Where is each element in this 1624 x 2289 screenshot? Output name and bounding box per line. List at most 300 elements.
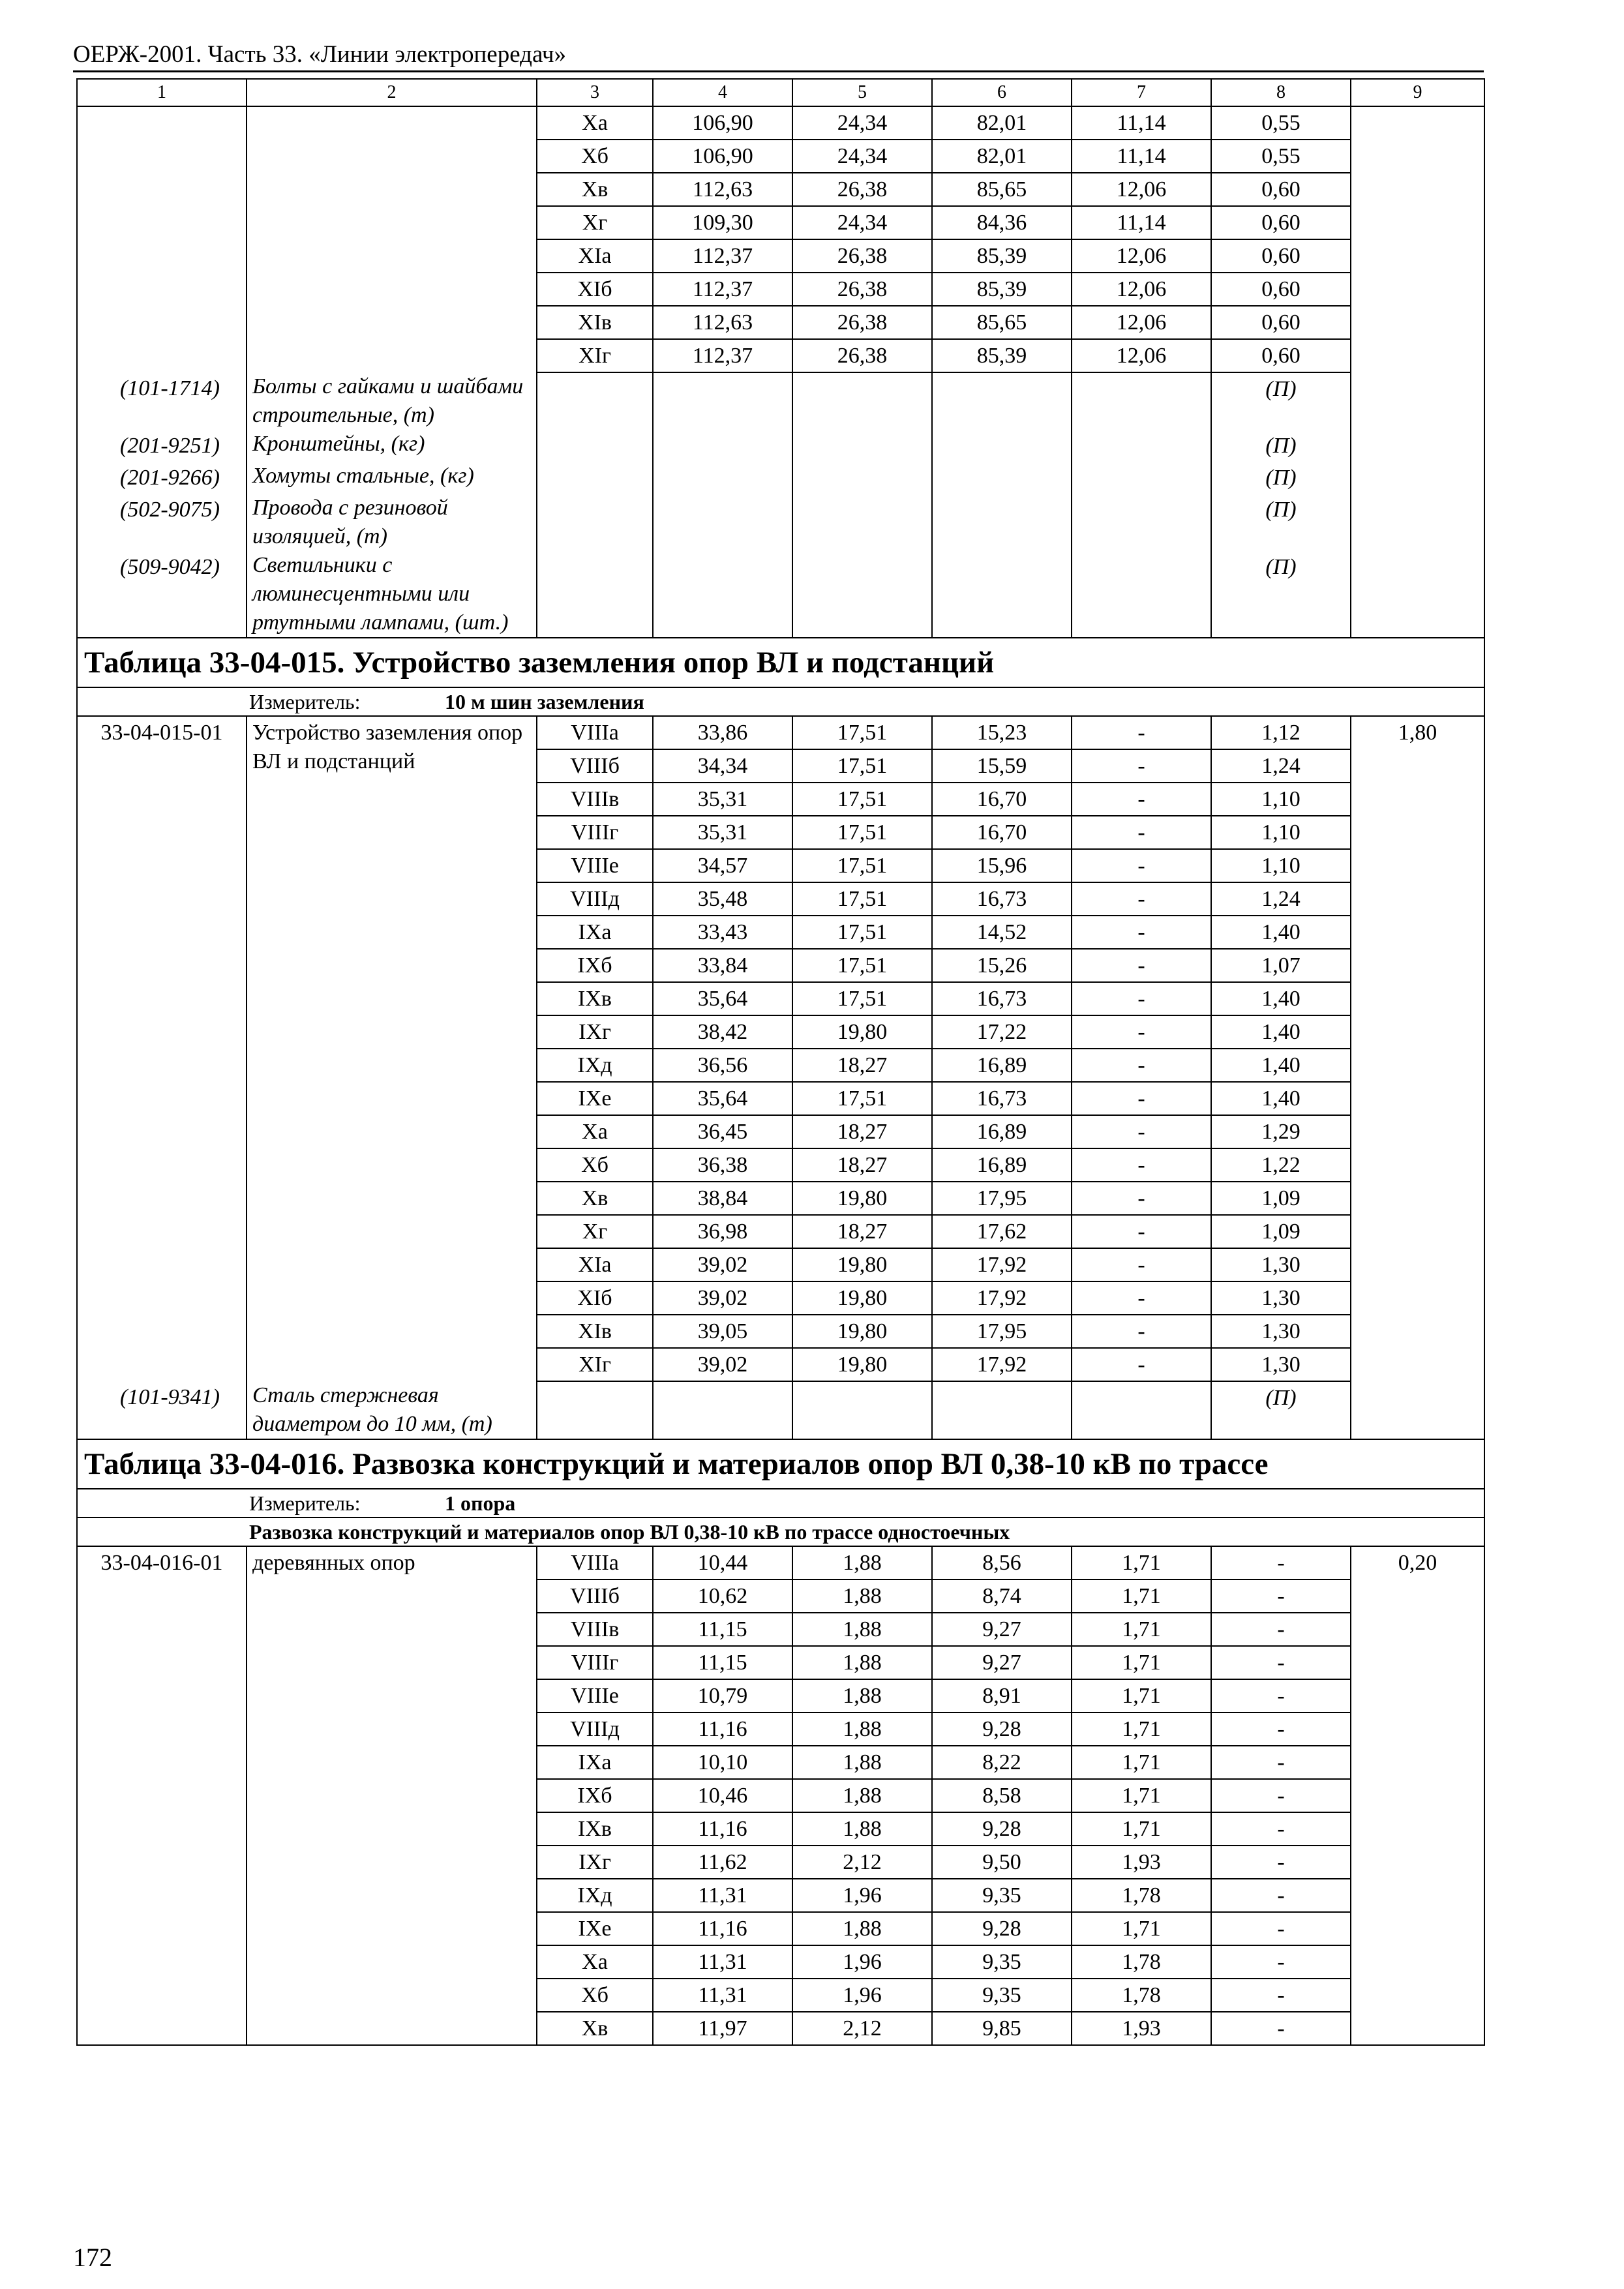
value-cell: 18,27 [792, 1148, 932, 1182]
value-cell: - [1211, 1945, 1351, 1979]
value-cell: 1,29 [1211, 1115, 1351, 1148]
value-cell: 33,43 [653, 916, 792, 949]
value-cell: VIIIa [537, 716, 653, 749]
value-cell: IXд [537, 1879, 653, 1912]
value-cell: 17,51 [792, 1082, 932, 1115]
value-cell: Xг [537, 206, 653, 239]
value-cell: Xб [537, 1979, 653, 2012]
material-mark: (П) [1211, 462, 1351, 494]
value-cell: IXе [537, 1082, 653, 1115]
value-cell: - [1072, 916, 1211, 949]
empty-cell [537, 462, 653, 494]
value-cell: 9,28 [932, 1812, 1072, 1846]
value-cell: VIIIв [537, 783, 653, 816]
value-cell: - [1072, 849, 1211, 882]
value-cell: - [1072, 1215, 1211, 1248]
value-cell: 85,39 [932, 339, 1072, 372]
value-cell: 39,02 [653, 1248, 792, 1281]
value-cell: - [1072, 1082, 1211, 1115]
value-cell: 1,88 [792, 1713, 932, 1746]
material-row [77, 551, 1484, 638]
value-cell: 12,06 [1072, 239, 1211, 273]
value-cell: 85,65 [932, 173, 1072, 206]
value-cell: - [1211, 1613, 1351, 1646]
value-cell: 36,56 [653, 1049, 792, 1082]
material-name: Светильники с люминесцентными или ртутными лампами, (шт.) [247, 551, 537, 638]
value-cell: 26,38 [792, 339, 932, 372]
empty-cell [653, 462, 792, 494]
material-mark: (П) [1211, 1381, 1351, 1439]
value-cell: 17,95 [932, 1315, 1072, 1348]
value-cell: 11,14 [1072, 206, 1211, 239]
value-cell: - [1072, 882, 1211, 916]
value-cell: 1,88 [792, 1613, 932, 1646]
value-cell: 1,78 [1072, 1979, 1211, 2012]
value-cell: 12,06 [1072, 339, 1211, 372]
value-cell: 1,07 [1211, 949, 1351, 982]
value-cell: Xб [537, 140, 653, 173]
value-cell: 106,90 [653, 140, 792, 173]
value-cell: 1,96 [792, 1945, 932, 1979]
value-cell: 0,60 [1211, 339, 1351, 372]
value-cell: 85,65 [932, 306, 1072, 339]
value-cell: - [1072, 783, 1211, 816]
value-cell: 1,24 [1211, 749, 1351, 783]
value-cell: 38,84 [653, 1182, 792, 1215]
col9-value: 1,80 [1351, 716, 1484, 1439]
measure-cell [77, 1489, 1484, 1518]
value-cell: VIIIa [537, 1546, 653, 1579]
measure-cell [77, 687, 1484, 716]
value-cell: - [1072, 1348, 1211, 1381]
value-cell: 11,16 [653, 1713, 792, 1746]
empty-cell [537, 494, 653, 551]
empty-cell [537, 430, 653, 462]
column-number: 6 [932, 79, 1072, 106]
value-cell: IXе [537, 1912, 653, 1945]
empty-cell [653, 1381, 792, 1439]
value-cell: 1,71 [1072, 1779, 1211, 1812]
value-cell: - [1072, 716, 1211, 749]
value-cell: 35,64 [653, 982, 792, 1015]
value-cell: 1,71 [1072, 1713, 1211, 1746]
value-cell: 106,90 [653, 106, 792, 140]
value-cell: VIIIв [537, 1613, 653, 1646]
value-cell: 11,97 [653, 2012, 792, 2045]
value-cell: 1,10 [1211, 816, 1351, 849]
value-cell: 1,30 [1211, 1315, 1351, 1348]
value-cell: 16,89 [932, 1049, 1072, 1082]
value-cell: Xв [537, 173, 653, 206]
value-cell: 1,10 [1211, 849, 1351, 882]
value-cell: 35,31 [653, 783, 792, 816]
norms-table [76, 78, 1485, 2046]
value-cell: Xa [537, 1945, 653, 1979]
material-code: (502-9075) [77, 494, 247, 551]
value-cell: 1,71 [1072, 1746, 1211, 1779]
value-cell: 15,23 [932, 716, 1072, 749]
value-cell: Xв [537, 2012, 653, 2045]
column-number: 5 [792, 79, 932, 106]
empty-cell [792, 372, 932, 430]
value-cell: 9,35 [932, 1945, 1072, 1979]
value-cell: 1,71 [1072, 1646, 1211, 1679]
value-cell: 19,80 [792, 1281, 932, 1315]
value-cell: 17,51 [792, 916, 932, 949]
empty-cell [1072, 372, 1211, 430]
value-cell: 11,14 [1072, 140, 1211, 173]
value-cell: 24,34 [792, 140, 932, 173]
value-cell: 17,62 [932, 1215, 1072, 1248]
header-rule [73, 70, 1484, 72]
empty-cell [792, 462, 932, 494]
value-cell: 10,46 [653, 1779, 792, 1812]
material-code: (101-1714) [77, 372, 247, 430]
material-row [77, 1381, 1484, 1439]
table-title: Таблица 33-04-016. Развозка конструкций и материалов опор ВЛ 0,38-10 кВ по трассе [77, 1439, 1484, 1489]
value-cell: 26,38 [792, 306, 932, 339]
value-cell: 9,27 [932, 1613, 1072, 1646]
material-code: (101-9341) [77, 1381, 247, 1439]
value-cell: IXг [537, 1846, 653, 1879]
value-cell: 1,40 [1211, 1082, 1351, 1115]
value-cell: 9,50 [932, 1846, 1072, 1879]
value-cell: XIб [537, 273, 653, 306]
value-cell: 1,88 [792, 1812, 932, 1846]
column-number-row [77, 79, 1484, 106]
value-cell: 8,74 [932, 1579, 1072, 1613]
value-cell: 11,62 [653, 1846, 792, 1879]
value-cell: 1,22 [1211, 1148, 1351, 1182]
value-cell: XIa [537, 239, 653, 273]
value-cell: 1,88 [792, 1546, 932, 1579]
value-cell: 17,51 [792, 949, 932, 982]
value-cell: 26,38 [792, 239, 932, 273]
value-cell: 35,64 [653, 1082, 792, 1115]
material-name: Хомуты стальные, (кг) [247, 462, 537, 494]
value-cell: 8,56 [932, 1546, 1072, 1579]
value-cell: 1,71 [1072, 1912, 1211, 1945]
value-cell: Xб [537, 1148, 653, 1182]
value-cell: 112,37 [653, 339, 792, 372]
value-cell: - [1072, 982, 1211, 1015]
column-number: 3 [537, 79, 653, 106]
value-cell: 112,63 [653, 173, 792, 206]
value-cell: 2,12 [792, 1846, 932, 1879]
value-cell: 26,38 [792, 173, 932, 206]
column-number: 4 [653, 79, 792, 106]
value-cell: 82,01 [932, 140, 1072, 173]
value-cell: 17,92 [932, 1281, 1072, 1315]
empty-cell [932, 1381, 1072, 1439]
value-cell: 10,62 [653, 1579, 792, 1613]
value-cell: 0,60 [1211, 173, 1351, 206]
column-number: 2 [247, 79, 537, 106]
value-cell: 11,15 [653, 1646, 792, 1679]
material-row [77, 430, 1484, 462]
value-cell: 38,42 [653, 1015, 792, 1049]
value-cell: 19,80 [792, 1248, 932, 1281]
material-code: (201-9251) [77, 430, 247, 462]
value-cell: IXб [537, 1779, 653, 1812]
col9-value: 0,20 [1351, 1546, 1484, 2045]
empty-cell [653, 494, 792, 551]
value-cell: 9,27 [932, 1646, 1072, 1679]
value-cell: 34,57 [653, 849, 792, 882]
value-cell: - [1072, 1049, 1211, 1082]
value-cell: VIIIе [537, 1679, 653, 1713]
value-cell: XIa [537, 1248, 653, 1281]
value-cell: 1,88 [792, 1679, 932, 1713]
empty-cell [932, 462, 1072, 494]
value-cell: - [1211, 2012, 1351, 2045]
value-cell: 17,92 [932, 1248, 1072, 1281]
value-cell: 17,22 [932, 1015, 1072, 1049]
value-cell: - [1211, 1679, 1351, 1713]
value-cell: - [1211, 1546, 1351, 1579]
empty-cell [1072, 1381, 1211, 1439]
value-cell: 39,05 [653, 1315, 792, 1348]
value-cell: 26,38 [792, 273, 932, 306]
empty-cell [792, 551, 932, 638]
value-cell: - [1211, 1579, 1351, 1613]
value-cell: 16,70 [932, 783, 1072, 816]
value-cell: 1,78 [1072, 1945, 1211, 1979]
value-cell: 16,89 [932, 1115, 1072, 1148]
value-cell: - [1211, 1879, 1351, 1912]
value-cell: IXa [537, 1746, 653, 1779]
value-cell: VIIIб [537, 749, 653, 783]
value-cell: 1,09 [1211, 1182, 1351, 1215]
column-number: 1 [77, 79, 247, 106]
value-cell: - [1072, 1182, 1211, 1215]
value-cell: Xв [537, 1182, 653, 1215]
value-cell: VIIIб [537, 1579, 653, 1613]
column-number: 8 [1211, 79, 1351, 106]
material-name: Провода с резиновой изоляцией, (т) [247, 494, 537, 551]
empty-cell [1072, 430, 1211, 462]
empty-cell [1072, 551, 1211, 638]
measure-label: Измеритель: [249, 1491, 361, 1515]
value-cell: - [1211, 1646, 1351, 1679]
value-cell: 12,06 [1072, 173, 1211, 206]
value-cell: IXб [537, 949, 653, 982]
value-cell: - [1072, 1281, 1211, 1315]
value-cell: 0,60 [1211, 239, 1351, 273]
value-cell: Xa [537, 106, 653, 140]
measure-label: Измеритель: [249, 690, 361, 713]
value-cell: - [1072, 1315, 1211, 1348]
measure-row [77, 687, 1484, 716]
value-cell: 0,55 [1211, 140, 1351, 173]
value-cell: - [1072, 1015, 1211, 1049]
value-cell: Xa [537, 1115, 653, 1148]
value-cell: 1,40 [1211, 916, 1351, 949]
value-cell: 33,84 [653, 949, 792, 982]
material-mark: (П) [1211, 430, 1351, 462]
value-cell: 36,38 [653, 1148, 792, 1182]
value-cell: 1,78 [1072, 1879, 1211, 1912]
value-cell: 8,58 [932, 1779, 1072, 1812]
value-cell: 0,60 [1211, 306, 1351, 339]
empty-cell [932, 430, 1072, 462]
value-cell: 0,60 [1211, 206, 1351, 239]
value-cell: 10,10 [653, 1746, 792, 1779]
value-cell: 15,96 [932, 849, 1072, 882]
value-cell: 24,34 [792, 206, 932, 239]
value-cell: 84,36 [932, 206, 1072, 239]
empty-cell [653, 430, 792, 462]
value-cell: XIв [537, 306, 653, 339]
value-cell: 19,80 [792, 1315, 932, 1348]
col9-cell [1351, 106, 1484, 638]
empty-cell [537, 372, 653, 430]
value-cell: 12,06 [1072, 273, 1211, 306]
value-cell: - [1211, 1846, 1351, 1879]
material-mark: (П) [1211, 372, 1351, 430]
value-cell: 10,44 [653, 1546, 792, 1579]
value-cell: 36,98 [653, 1215, 792, 1248]
value-cell: 18,27 [792, 1049, 932, 1082]
value-cell: 11,31 [653, 1979, 792, 2012]
value-cell: 15,26 [932, 949, 1072, 982]
value-cell: VIIIд [537, 882, 653, 916]
empty-cell [792, 494, 932, 551]
value-cell: 85,39 [932, 239, 1072, 273]
norm-name: деревянных опор [247, 1546, 537, 2045]
value-cell: 16,73 [932, 1082, 1072, 1115]
value-cell: 19,80 [792, 1348, 932, 1381]
value-cell: 10,79 [653, 1679, 792, 1713]
empty-cell [537, 1381, 653, 1439]
value-cell: 19,80 [792, 1182, 932, 1215]
page-number: 172 [73, 2243, 112, 2272]
value-cell: 9,35 [932, 1979, 1072, 2012]
value-cell: 11,15 [653, 1613, 792, 1646]
value-cell: 16,73 [932, 882, 1072, 916]
value-cell: XIб [537, 1281, 653, 1315]
material-code: (201-9266) [77, 462, 247, 494]
column-number: 7 [1072, 79, 1211, 106]
table-title-row [77, 1439, 1484, 1489]
value-cell: 0,60 [1211, 273, 1351, 306]
empty-cell [537, 551, 653, 638]
norm-code: 33-04-015-01 [77, 716, 247, 1381]
material-mark: (П) [1211, 494, 1351, 551]
value-cell: 35,31 [653, 816, 792, 849]
value-cell: 11,31 [653, 1945, 792, 1979]
value-cell: 1,93 [1072, 1846, 1211, 1879]
value-cell: 11,16 [653, 1812, 792, 1846]
value-cell: 17,51 [792, 849, 932, 882]
value-cell: 1,88 [792, 1912, 932, 1945]
value-cell: - [1211, 1979, 1351, 2012]
value-cell: XIг [537, 339, 653, 372]
value-cell: 1,71 [1072, 1812, 1211, 1846]
value-cell: - [1072, 1248, 1211, 1281]
material-name: Сталь стержневая диаметром до 10 мм, (т) [247, 1381, 537, 1439]
value-cell: 1,88 [792, 1646, 932, 1679]
value-cell: 15,59 [932, 749, 1072, 783]
value-cell: - [1211, 1713, 1351, 1746]
value-cell: 11,14 [1072, 106, 1211, 140]
value-cell: 1,88 [792, 1579, 932, 1613]
value-cell: 1,12 [1211, 716, 1351, 749]
value-cell: VIIIе [537, 849, 653, 882]
value-cell: 18,27 [792, 1215, 932, 1248]
value-cell: VIIIг [537, 816, 653, 849]
empty-cell [792, 430, 932, 462]
value-cell: 14,52 [932, 916, 1072, 949]
value-cell: 8,91 [932, 1679, 1072, 1713]
value-cell: 1,88 [792, 1746, 932, 1779]
value-cell: 1,10 [1211, 783, 1351, 816]
value-cell: 17,51 [792, 783, 932, 816]
value-cell: XIв [537, 1315, 653, 1348]
measure-value: 1 опора [445, 1491, 516, 1515]
table-subtitle: Развозка конструкций и материалов опор ВЛ 0,38-10 кВ по трассе одностоечных [77, 1518, 1484, 1546]
value-cell: 34,34 [653, 749, 792, 783]
empty-cell [792, 1381, 932, 1439]
measure-row [77, 1489, 1484, 1518]
value-cell: 1,96 [792, 1979, 932, 2012]
value-cell: 1,09 [1211, 1215, 1351, 1248]
value-cell: 12,06 [1072, 306, 1211, 339]
value-cell: 33,86 [653, 716, 792, 749]
value-cell: - [1211, 1746, 1351, 1779]
value-cell: 85,39 [932, 273, 1072, 306]
value-cell: 1,30 [1211, 1248, 1351, 1281]
value-cell: 17,92 [932, 1348, 1072, 1381]
value-cell: 39,02 [653, 1348, 792, 1381]
value-cell: IXг [537, 1015, 653, 1049]
value-cell: - [1072, 949, 1211, 982]
material-row [77, 494, 1484, 551]
value-cell: 24,34 [792, 106, 932, 140]
value-cell: XIг [537, 1348, 653, 1381]
table-title-row [77, 638, 1484, 687]
value-cell: 17,95 [932, 1182, 1072, 1215]
value-cell: 18,27 [792, 1115, 932, 1148]
value-cell: 1,30 [1211, 1348, 1351, 1381]
value-cell: 9,28 [932, 1912, 1072, 1945]
subtitle-row [77, 1518, 1484, 1546]
value-cell: 9,28 [932, 1713, 1072, 1746]
value-cell: 0,55 [1211, 106, 1351, 140]
value-cell: 17,51 [792, 816, 932, 849]
material-mark: (П) [1211, 551, 1351, 638]
value-cell: 112,63 [653, 306, 792, 339]
value-cell: 11,16 [653, 1912, 792, 1945]
material-name: Кронштейны, (кг) [247, 430, 537, 462]
material-row [77, 462, 1484, 494]
value-cell: 1,71 [1072, 1613, 1211, 1646]
value-cell: 112,37 [653, 239, 792, 273]
empty-cell [653, 551, 792, 638]
value-cell: 17,51 [792, 982, 932, 1015]
value-cell: - [1072, 1148, 1211, 1182]
value-cell: 11,31 [653, 1879, 792, 1912]
value-cell: IXa [537, 916, 653, 949]
value-cell: 36,45 [653, 1115, 792, 1148]
empty-cell [1072, 462, 1211, 494]
value-cell: VIIIг [537, 1646, 653, 1679]
value-cell: - [1072, 1115, 1211, 1148]
value-cell: 1,24 [1211, 882, 1351, 916]
value-cell: 39,02 [653, 1281, 792, 1315]
table-title: Таблица 33-04-015. Устройство заземления опор ВЛ и подстанций [77, 638, 1484, 687]
value-cell: - [1211, 1779, 1351, 1812]
